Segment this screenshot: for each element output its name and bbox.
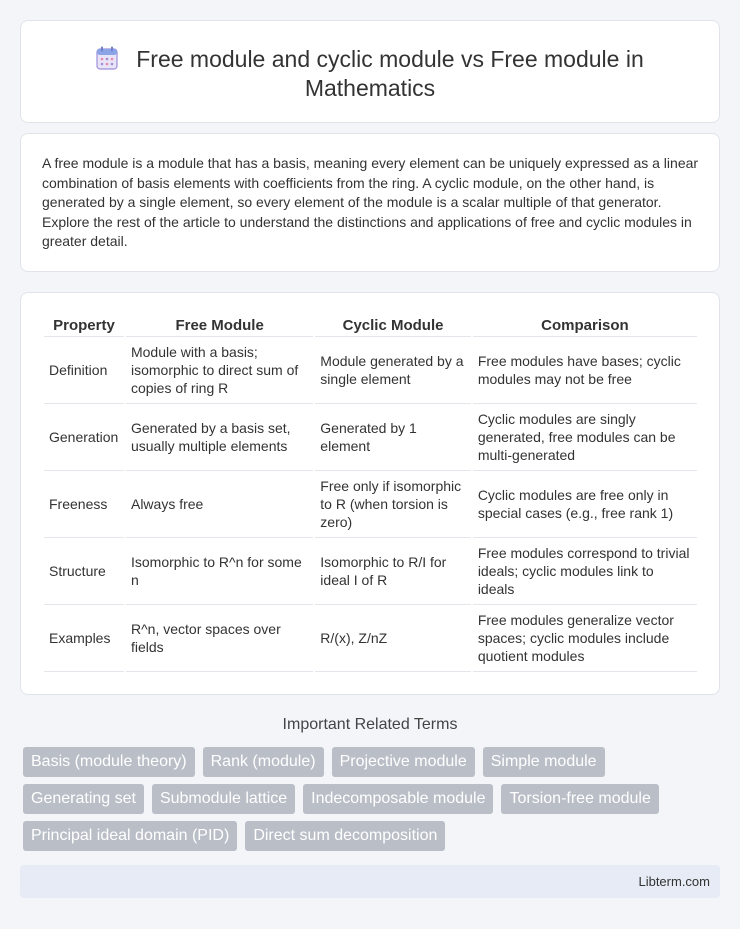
footer: [20, 865, 720, 898]
table-cell: Generated by 1 element: [315, 404, 471, 471]
header-cyclic-module: Cyclic Module: [315, 315, 471, 337]
table-row: [44, 605, 697, 672]
table-header-row: [44, 315, 697, 337]
comparison-table-card: [20, 292, 720, 695]
title-card: [20, 20, 720, 123]
table-cell: Free only if isomorphic to R (when torsion is zero): [315, 471, 471, 538]
header-property: Property: [44, 315, 124, 337]
tag-torsion-free-module[interactable]: Torsion-free module: [501, 784, 658, 814]
table-cell: Cyclic modules are free only in special cases (e.g., free rank 1): [473, 471, 697, 538]
tag-generating-set[interactable]: Generating set: [23, 784, 144, 814]
table-cell: Module with a basis; isomorphic to direct sum of copies of ring R: [126, 337, 313, 404]
intro-paragraph: A free module is a module that has a basis, meaning every element can be uniquely expressed as a linear combination of basis elements with coefficients from the ring. A cyclic module, on the other hand, is generated by a single element, so every element of the module is a scalar multiple of that generator. Explore the rest of the article to understand the distinctions and applications of free and cyclic modules in greater detail.: [42, 155, 699, 249]
table-row: [44, 337, 697, 404]
tag-submodule-lattice[interactable]: Submodule lattice: [152, 784, 295, 814]
table-cell: R/(x), Z/nZ: [315, 605, 471, 672]
table-cell: Free modules have bases; cyclic modules may not be free: [473, 337, 697, 404]
title-line-2: Mathematics: [304, 75, 436, 101]
table-row: [44, 404, 697, 471]
intro-card: [20, 133, 720, 272]
tag-row: [23, 747, 703, 777]
related-terms-list: [23, 747, 703, 858]
tag-direct-sum-decomposition[interactable]: Direct sum decomposition: [245, 821, 445, 851]
document-icon: [96, 46, 118, 70]
comparison-table: [42, 315, 699, 672]
header-comparison: Comparison: [473, 315, 697, 337]
table-row: [44, 471, 697, 538]
table-row: [44, 538, 697, 605]
tag-principal-ideal-domain[interactable]: Principal ideal domain (PID): [23, 821, 237, 851]
related-terms-heading: Important Related Terms: [282, 716, 458, 733]
table-cell: Free modules generalize vector spaces; cyclic modules include quotient modules: [473, 605, 697, 672]
title-line-1: Free module and cyclic module vs Free module in: [136, 46, 644, 72]
table-cell: Isomorphic to R^n for some n: [126, 538, 313, 605]
header-free-module: Free Module: [126, 315, 313, 337]
tag-rank-module[interactable]: Rank (module): [203, 747, 324, 777]
table-cell: Cyclic modules are singly generated, free modules can be multi-generated: [473, 404, 697, 471]
table-cell: Examples: [44, 605, 124, 672]
table-cell: Free modules correspond to trivial ideals; cyclic modules link to ideals: [473, 538, 697, 605]
footer-site-link[interactable]: Libterm.com: [638, 874, 710, 889]
table-cell: Module generated by a single element: [315, 337, 471, 404]
table-cell: Structure: [44, 538, 124, 605]
table-cell: Always free: [126, 471, 313, 538]
table-cell: Generated by a basis set, usually multiple elements: [126, 404, 313, 471]
table-cell: Definition: [44, 337, 124, 404]
table-cell: Freeness: [44, 471, 124, 538]
page-title: [21, 45, 719, 103]
table-cell: R^n, vector spaces over fields: [126, 605, 313, 672]
tag-simple-module[interactable]: Simple module: [483, 747, 605, 777]
tag-indecomposable-module[interactable]: Indecomposable module: [303, 784, 493, 814]
table-cell: Generation: [44, 404, 124, 471]
tag-basis-module-theory[interactable]: Basis (module theory): [23, 747, 195, 777]
tag-row: [23, 821, 703, 851]
table-cell: Isomorphic to R/I for ideal I of R: [315, 538, 471, 605]
tag-projective-module[interactable]: Projective module: [332, 747, 475, 777]
tag-row: [23, 784, 703, 814]
